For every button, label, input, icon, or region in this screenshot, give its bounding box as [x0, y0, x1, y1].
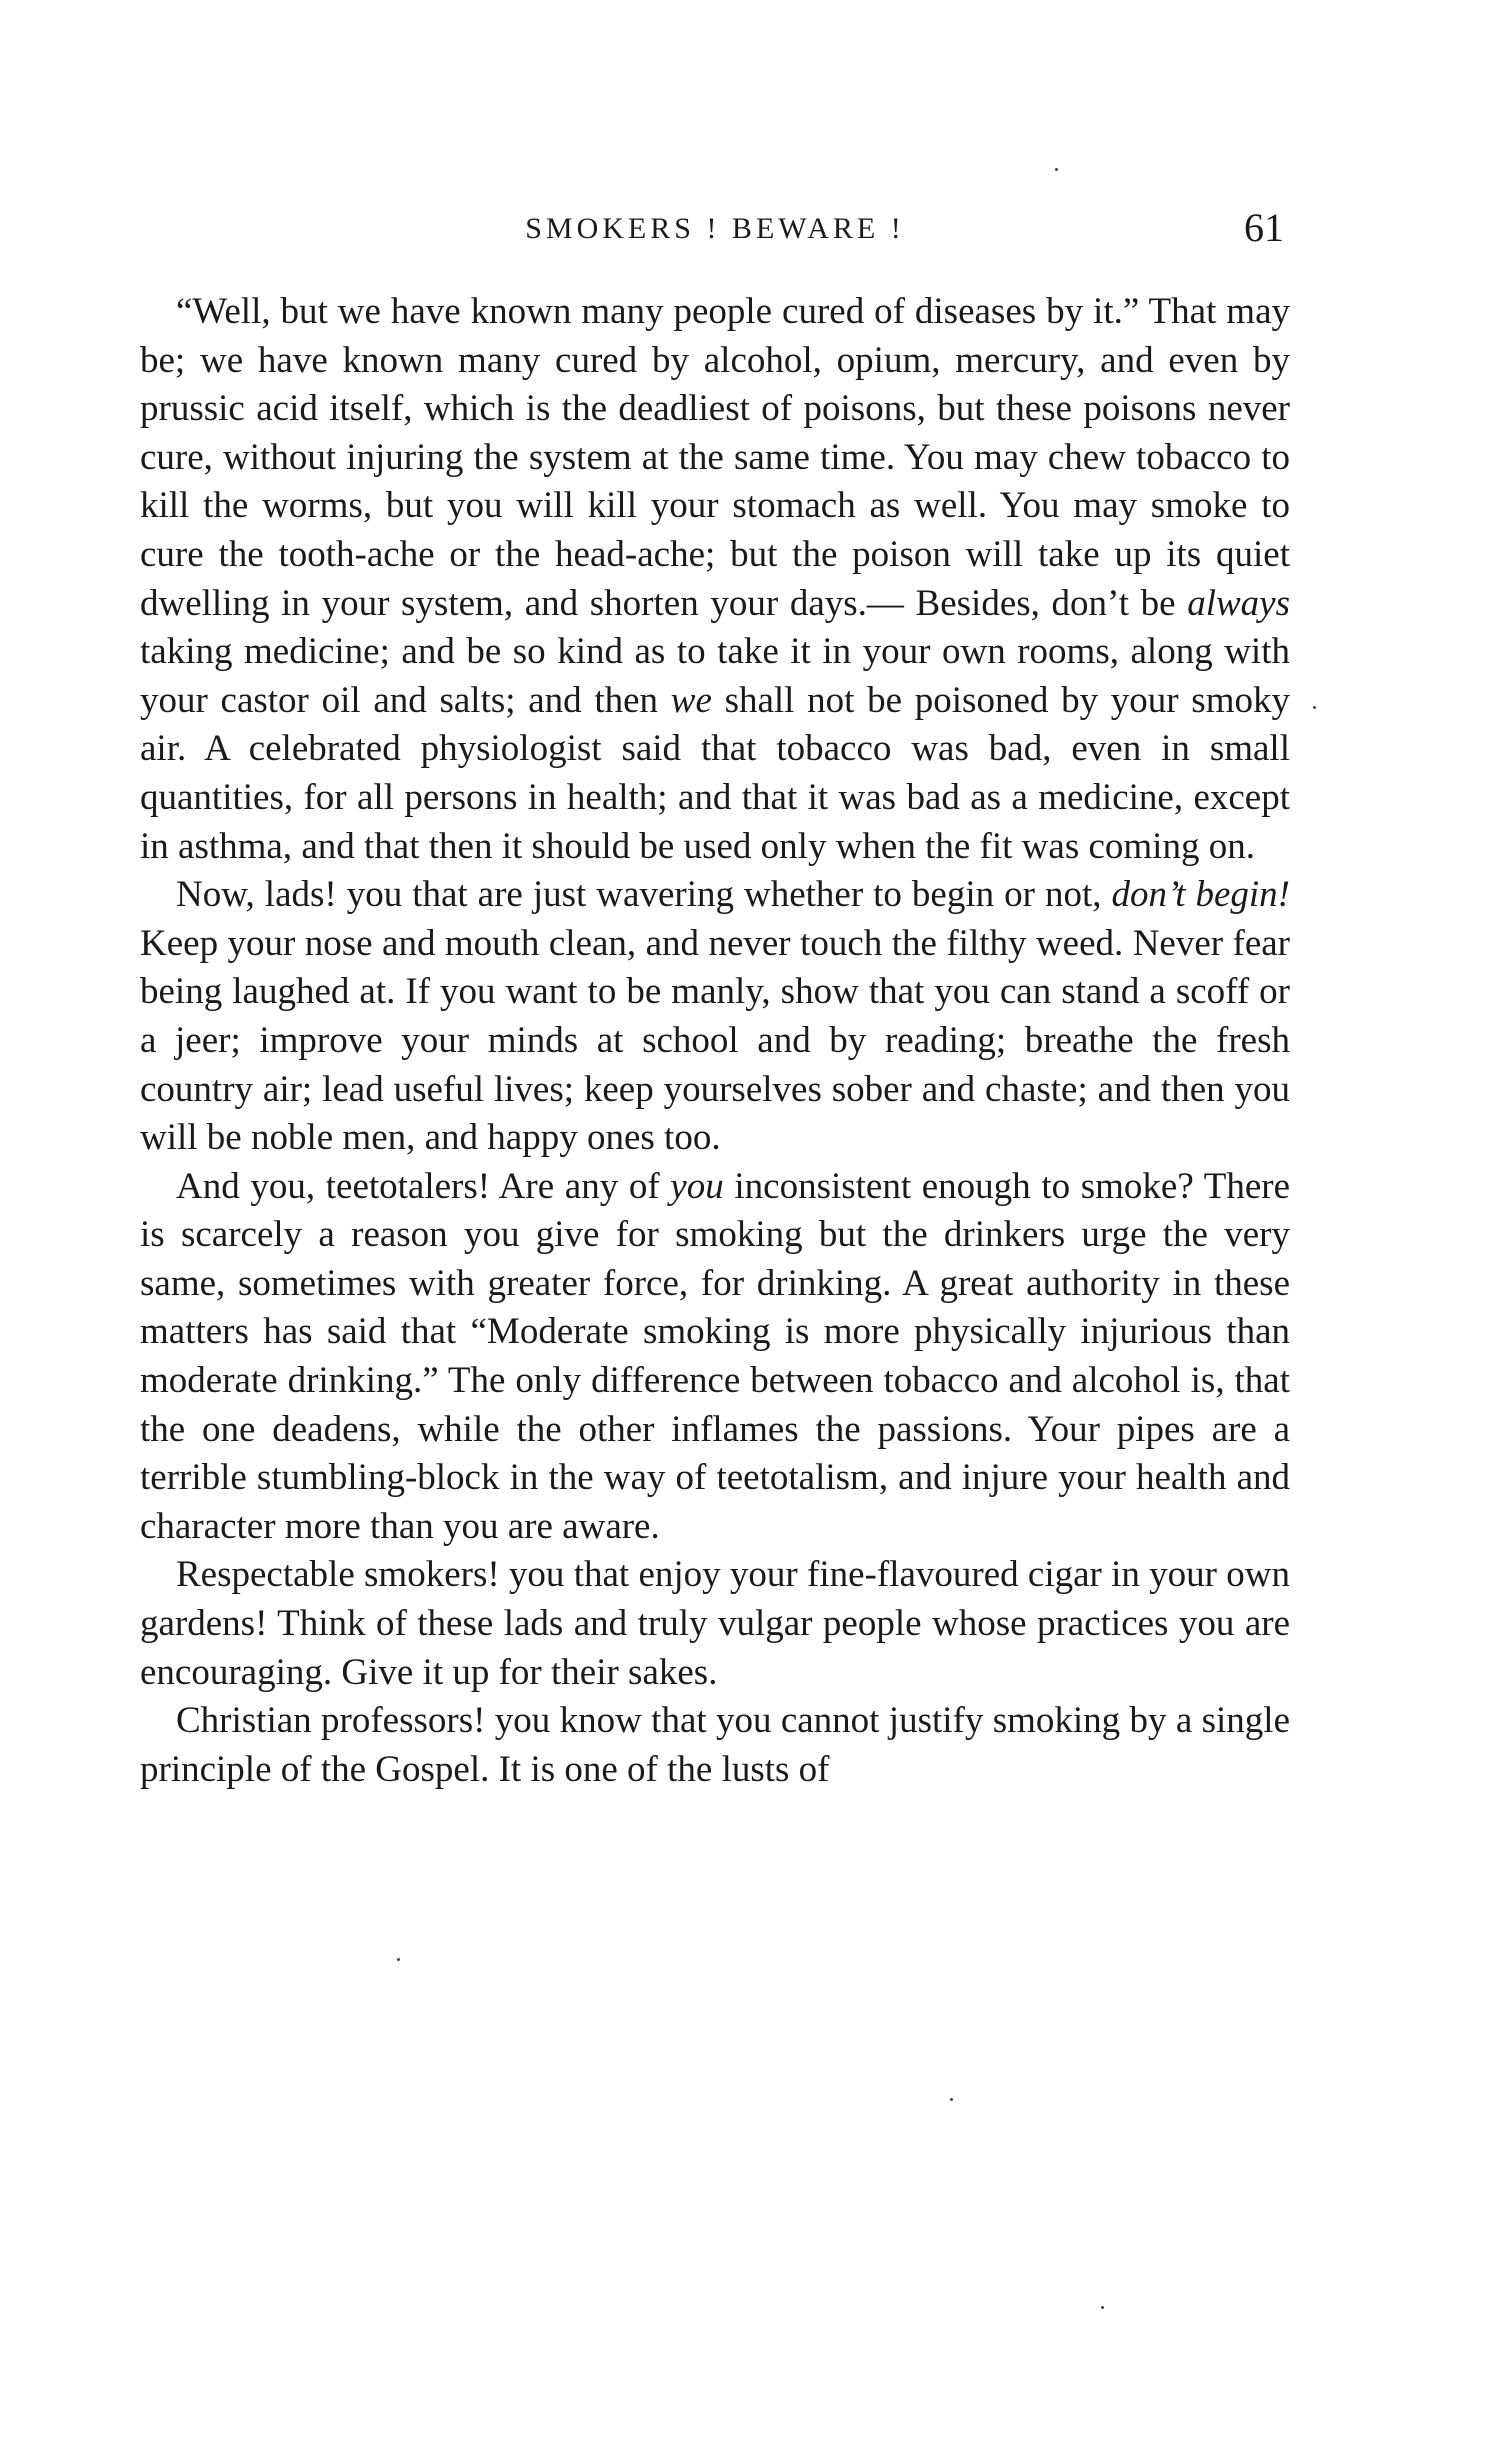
text-run: Christian professors! you know that you cannot justify smoking by a single principle of the Gospel. It is one of the lusts of	[140, 1700, 1290, 1790]
text-run: And you, teetotalers! Are any of	[176, 1165, 671, 1207]
text-run: inconsistent enough to smoke? There is scarcely a reason you give for smoking but the drinkers urge the very same, sometimes with greater force, for drinking. A great authority in these matters has said that “Moderate smoking is more physically injurious than moderate drinking.” The only difference between tobacco and alcohol is, that the one deadens, while the other inflames the passions. Your pipes are a terrible stumbling-block in the way of teetotalism, and injure your health and character more than you are aware.	[140, 1165, 1290, 1547]
print-speck	[397, 1958, 400, 1961]
print-speck	[950, 2098, 953, 2101]
body-text	[140, 288, 1290, 1794]
print-speck	[1055, 168, 1058, 171]
page-header	[140, 200, 1290, 260]
italic-text: you	[670, 1165, 724, 1207]
italic-text: always	[1187, 582, 1290, 624]
text-run: Keep your nose and mouth clean, and never touch the filthy weed. Never fear being laughed at. If you want to be manly, show that you can stand a scoff or a jeer; improve your minds at school and by reading; breathe the fresh country air; lead useful lives; keep yourselves sober and chaste; and then you will be noble men, and happy ones too.	[140, 922, 1290, 1159]
paragraph	[140, 1163, 1290, 1552]
paragraph	[140, 1551, 1290, 1697]
paragraph	[140, 1697, 1290, 1794]
text-run: Now, lads! you that are just wavering whether to begin or not,	[176, 874, 1112, 916]
print-speck	[1313, 706, 1316, 709]
paragraph	[140, 288, 1290, 871]
text-run: shall not be poisoned by your smoky air. A celebrated physiologist said that tobacco was bad, even in small quantities, for all persons in health; and that it was bad as a medicine, except in asthma, and that then it should be used only when the fit was coming on.	[140, 679, 1290, 867]
text-run: taking medicine; and be so kind as to take it in your own rooms, along with your castor oil and salts; and then	[140, 631, 1290, 721]
italic-text: we	[670, 679, 712, 721]
running-head: SMOKERS ! BEWARE !	[525, 212, 905, 245]
italic-text: don’t begin!	[1111, 874, 1290, 916]
text-run: Respectable smokers! you that enjoy your fine-flavoured cigar in your own gardens! Think of these lads and truly vulgar people whose practices you are encouraging. Give it up for their sakes.	[140, 1554, 1290, 1693]
print-speck	[1101, 2306, 1104, 2309]
page-number: 61	[1244, 205, 1284, 250]
text-run: “Well, but we have known many people cured of diseases by it.” That may be; we have known many cured by alcohol, opium, mercury, and even by prussic acid itself, which is the deadliest of poisons, but these poisons never cure, without injuring the system at the same time. You may chew tobacco to kill the worms, but you will kill your stomach as well. You may smoke to cure the tooth-ache or the head-ache; but the poison will take up its quiet dwelling in your system, and shorten your days.— Besides, don’t be	[140, 291, 1290, 624]
paragraph	[140, 871, 1290, 1163]
